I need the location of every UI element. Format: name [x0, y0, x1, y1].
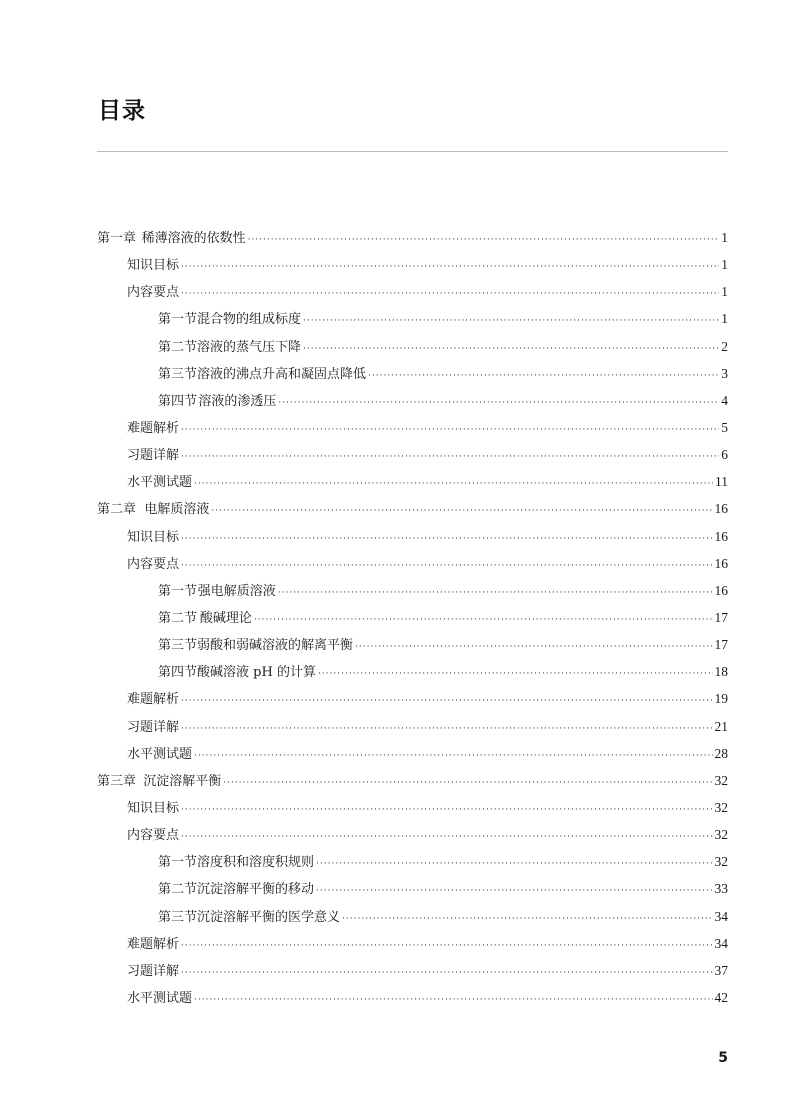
table-of-contents: [97, 224, 728, 1011]
dot-leader: [181, 933, 712, 960]
toc-entry-label: 内容要点: [127, 285, 180, 301]
dot-leader: [278, 580, 713, 607]
toc-entry-number: 第三节: [158, 638, 198, 654]
toc-entry-number: 第二章: [97, 502, 137, 518]
dot-leader: [181, 553, 712, 580]
toc-entry-label: 沉淀溶解平衡的医学意义: [197, 909, 341, 925]
dot-leader: [194, 471, 713, 498]
toc-entry-page: 17: [714, 609, 728, 625]
toc-entry-page: 2: [721, 338, 728, 354]
dot-leader: [211, 498, 712, 525]
toc-entry-label: 难题解析: [127, 692, 180, 708]
toc-entry-page: 16: [714, 582, 728, 598]
dot-leader: [181, 824, 712, 851]
dot-leader: [181, 417, 719, 444]
dot-leader: [194, 743, 712, 770]
toc-subsection-entry[interactable]: [97, 278, 728, 305]
toc-entry-label: 强电解质溶液: [197, 583, 276, 599]
dot-leader: [342, 906, 712, 933]
dot-leader: [303, 308, 719, 335]
toc-subsection-entry[interactable]: [97, 441, 728, 468]
dot-leader: [181, 716, 712, 743]
toc-section-entry[interactable]: [97, 577, 728, 604]
toc-entry-number: 第一章: [97, 231, 137, 246]
toc-entry-label: 溶液的蒸气压下降: [197, 339, 302, 355]
toc-entry-page: 21: [714, 718, 728, 734]
toc-subsection-entry[interactable]: [97, 930, 728, 957]
dot-leader: [355, 634, 712, 661]
toc-entry-page: 32: [714, 799, 728, 815]
toc-entry-page: 16: [714, 555, 728, 571]
toc-section-entry[interactable]: [97, 848, 728, 875]
toc-entry-label: 知识目标: [127, 529, 180, 545]
toc-subsection-entry[interactable]: [97, 957, 728, 984]
toc-chapter-entry[interactable]: [97, 495, 728, 522]
page-number: 5: [718, 1050, 728, 1066]
toc-entry-page: 32: [714, 827, 728, 843]
toc-entry-page: 32: [714, 772, 728, 788]
toc-section-entry[interactable]: [97, 658, 728, 685]
dot-leader: [316, 878, 712, 905]
toc-entry-page: 4: [721, 392, 728, 408]
title-divider: [97, 151, 728, 152]
dot-leader: [223, 770, 712, 797]
toc-entry-page: 6: [721, 447, 728, 463]
dot-leader: [194, 987, 712, 1014]
toc-entry-page: 42: [714, 989, 728, 1005]
toc-entry-page: 37: [714, 962, 728, 978]
toc-subsection-entry[interactable]: [97, 740, 728, 767]
page-title: 目录: [98, 98, 146, 124]
dot-leader: [248, 227, 720, 254]
dot-leader: [181, 797, 712, 824]
toc-entry-page: 34: [714, 935, 728, 951]
toc-entry-label: 内容要点: [127, 556, 180, 572]
dot-leader: [181, 281, 719, 308]
toc-entry-page: 16: [714, 501, 728, 517]
toc-entry-page: 11: [715, 474, 728, 490]
dot-leader: [318, 661, 713, 688]
toc-subsection-entry[interactable]: [97, 550, 728, 577]
toc-entry-label: 沉淀溶解平衡: [143, 773, 222, 789]
dot-leader: [181, 960, 712, 987]
toc-subsection-entry[interactable]: [97, 251, 728, 278]
toc-entry-page: 18: [714, 664, 728, 680]
toc-entry-number: 第三节: [158, 366, 198, 382]
toc-entry-label: 习题详解: [127, 963, 180, 979]
toc-subsection-entry[interactable]: [97, 523, 728, 550]
dot-leader: [316, 851, 712, 878]
toc-entry-number: 第一节: [158, 855, 198, 871]
toc-entry-number: 第四节: [158, 393, 198, 409]
toc-entry-label: 知识目标: [127, 258, 180, 274]
toc-entry-page: 3: [721, 365, 728, 381]
toc-entry-label: 溶液的沸点升高和凝固点降低: [197, 366, 367, 382]
toc-entry-label: 稀薄溶液的依数性: [141, 231, 246, 246]
toc-subsection-entry[interactable]: [97, 414, 728, 441]
toc-entry-page: 1: [721, 230, 728, 245]
toc-entry-number: 第一节: [158, 312, 198, 328]
toc-entry-label: 水平测试题: [127, 990, 193, 1006]
toc-section-entry[interactable]: [97, 387, 728, 414]
dot-leader: [181, 444, 719, 471]
toc-entry-page: 5: [721, 419, 728, 435]
toc-entry-page: 34: [714, 908, 728, 924]
toc-entry-label: 难题解析: [127, 936, 180, 952]
toc-subsection-entry[interactable]: [97, 984, 728, 1011]
toc-entry-label: 酸碱理论: [199, 610, 252, 626]
toc-section-entry[interactable]: [97, 360, 728, 387]
toc-section-entry[interactable]: [97, 875, 728, 902]
toc-entry-label: 酸碱溶液 pH 的计算: [197, 665, 316, 681]
toc-chapter-entry[interactable]: [97, 224, 728, 251]
toc-subsection-entry[interactable]: [97, 794, 728, 821]
dot-leader: [181, 254, 719, 281]
toc-entry-label: 难题解析: [127, 420, 180, 436]
toc-entry-label: 溶液的渗透压: [198, 393, 277, 409]
toc-entry-page: 1: [721, 257, 728, 273]
toc-entry-label: 知识目标: [127, 800, 180, 816]
toc-entry-number: 第四节: [158, 665, 198, 681]
toc-entry-label: 溶度积和溶度积规则: [197, 855, 315, 871]
toc-entry-page: 1: [721, 311, 728, 327]
toc-entry-number: 第二节: [158, 882, 198, 898]
toc-entry-label: 混合物的组成标度: [197, 312, 302, 328]
toc-entry-number: 第一节: [158, 583, 198, 599]
toc-section-entry[interactable]: [97, 903, 728, 930]
toc-entry-page: 1: [721, 284, 728, 300]
toc-entry-label: 习题详解: [127, 448, 180, 464]
dot-leader: [368, 363, 719, 390]
toc-entry-number: 第二节: [158, 610, 198, 626]
toc-section-entry[interactable]: [97, 604, 728, 631]
toc-entry-label: 电解质溶液: [144, 502, 210, 518]
toc-entry-page: 17: [714, 637, 728, 653]
toc-entry-page: 33: [714, 881, 728, 897]
toc-entry-page: 19: [714, 691, 728, 707]
toc-chapter-entry[interactable]: [97, 767, 728, 794]
dot-leader: [254, 607, 713, 634]
toc-entry-label: 水平测试题: [127, 475, 193, 491]
dot-leader: [181, 526, 712, 553]
toc-subsection-entry[interactable]: [97, 713, 728, 740]
toc-entry-label: 水平测试题: [127, 746, 193, 762]
toc-entry-number: 第二节: [158, 339, 198, 355]
toc-section-entry[interactable]: [97, 631, 728, 658]
toc-entry-label: 内容要点: [127, 828, 180, 844]
toc-entry-label: 沉淀溶解平衡的移动: [197, 882, 315, 898]
toc-entry-page: 32: [714, 854, 728, 870]
toc-entry-label: 习题详解: [127, 719, 180, 735]
dot-leader: [181, 688, 712, 715]
toc-subsection-entry[interactable]: [97, 468, 728, 495]
toc-subsection-entry[interactable]: [97, 821, 728, 848]
toc-entry-number: 第三章: [97, 773, 137, 789]
dot-leader: [303, 336, 719, 363]
toc-entry-page: 16: [714, 528, 728, 544]
toc-entry-number: 第三节: [158, 909, 198, 925]
toc-subsection-entry[interactable]: [97, 685, 728, 712]
toc-section-entry[interactable]: [97, 305, 728, 332]
dot-leader: [278, 390, 719, 417]
toc-section-entry[interactable]: [97, 333, 728, 360]
toc-entry-page: 28: [714, 745, 728, 761]
toc-entry-label: 弱酸和弱碱溶液的解离平衡: [197, 638, 354, 654]
